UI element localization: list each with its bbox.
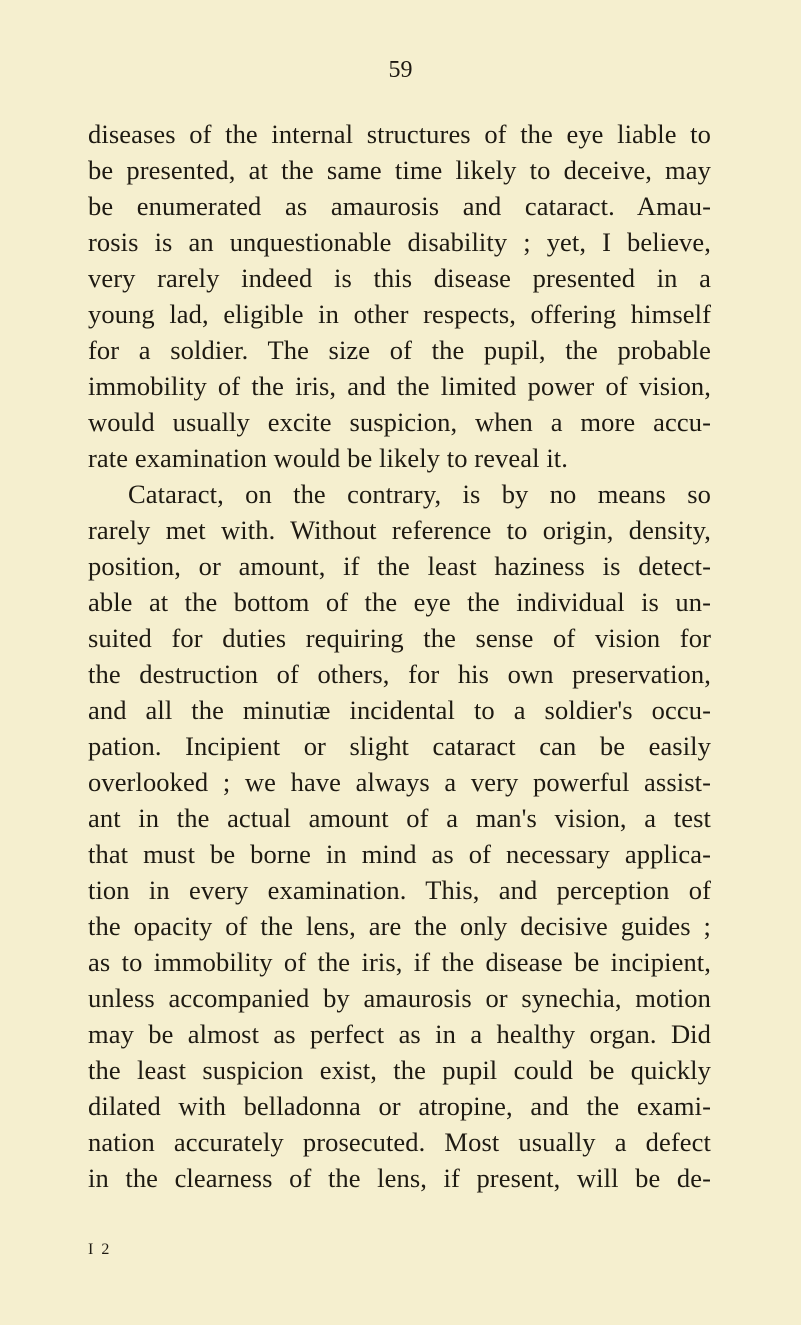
- text-line: as to immobility of the iris, if the disease be incipient,: [88, 947, 711, 977]
- text-line: able at the bottom of the eye the individual is un-: [88, 587, 711, 617]
- page-number: 59: [388, 57, 413, 83]
- text-line: the least suspicion exist, the pupil could be quickly: [88, 1055, 711, 1085]
- text-line: and all the minutiæ incidental to a soldier's occu-: [88, 695, 711, 725]
- text-line: rarely met with. Without reference to origin, density,: [88, 515, 711, 545]
- text-line: young lad, eligible in other respects, offering himself: [88, 299, 711, 329]
- text-line: immobility of the iris, and the limited power of vision,: [88, 371, 711, 401]
- text-line: dilated with belladonna or atropine, and the exami-: [88, 1091, 711, 1121]
- text-line: that must be borne in mind as of necessary applica-: [88, 839, 711, 869]
- text-line: nation accurately prosecuted. Most usually a defect: [88, 1127, 711, 1157]
- text-line: for a soldier. The size of the pupil, the probable: [88, 335, 711, 365]
- text-line: rosis is an unquestionable disability ; yet, I believe,: [88, 227, 711, 257]
- text-line: the destruction of others, for his own preservation,: [88, 659, 711, 689]
- text-line: would usually excite suspicion, when a more accu-: [88, 407, 711, 437]
- text-line: ant in the actual amount of a man's vision, a test: [88, 803, 711, 833]
- text-line: Cataract, on the contrary, is by no means so: [128, 479, 711, 509]
- text-line: be presented, at the same time likely to deceive, may: [88, 155, 711, 185]
- text-line: in the clearness of the lens, if present, will be de-: [88, 1163, 711, 1193]
- text-line: tion in every examination. This, and perception of: [88, 875, 711, 905]
- text-line: the opacity of the lens, are the only decisive guides ;: [88, 911, 711, 941]
- text-line: suited for duties requiring the sense of vision for: [88, 623, 711, 653]
- text-line: rate examination would be likely to reveal it.: [88, 443, 568, 473]
- text-line: may be almost as perfect as in a healthy organ. Did: [88, 1019, 711, 1049]
- text-line: unless accompanied by amaurosis or synechia, motion: [88, 983, 711, 1013]
- text-line: be enumerated as amaurosis and cataract. Amau-: [88, 191, 711, 221]
- signature-mark: I 2: [88, 1241, 112, 1258]
- text-line: pation. Incipient or slight cataract can be easily: [88, 731, 711, 761]
- text-line: very rarely indeed is this disease presented in a: [88, 263, 711, 293]
- text-line: diseases of the internal structures of the eye liable to: [88, 119, 711, 149]
- text-line: position, or amount, if the least haziness is detect-: [88, 551, 711, 581]
- text-line: overlooked ; we have always a very powerful assist-: [88, 767, 711, 797]
- body-text: [88, 116, 711, 1196]
